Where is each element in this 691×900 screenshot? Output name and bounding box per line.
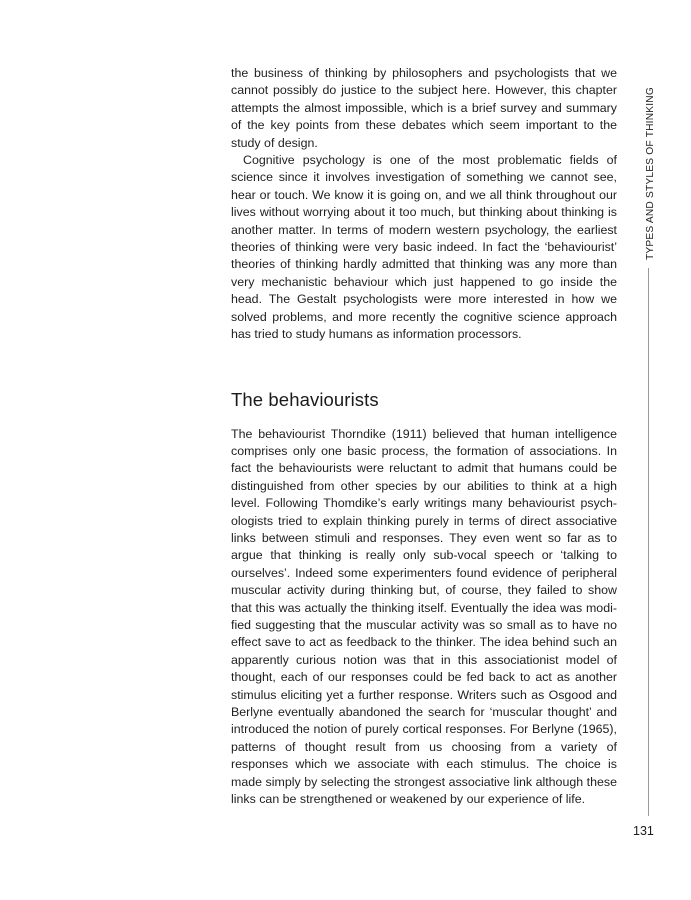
intro-paragraph-cognitive-psychology: Cognitive psychology is one of the most problematic fields of science since it involves investigation of something we cannot see, hear or touch. We know it is going on, and we all think throughout our lives without worrying about it too much, but thinking about thinking is another matter. In terms of modern western psychology, the earliest theories of thinking were very basic indeed. In fact the ‘behaviourist’ theories of thinking hardly admitted that thinking was any more than very mechanistic behaviour which just happened to go inside the head. The Gestalt psychologists were more interested in how we solved problems, and more recently the cognitive science approach has tried to study humans as information processors. [231,153,617,342]
running-head-text: TYPES AND STYLES OF THINKING [645,87,656,260]
vertical-rule [648,268,649,816]
running-head [642,70,660,260]
page-number: 131 [633,824,654,838]
section-heading: The behaviourists [231,388,379,410]
intro-paragraph-continued: the business of thinking by philosophers and psychologists that we cannot possibly do justice to the subject here. However, this chapter attempts the almost impossible, which is a brief survey and summary of the key points from these debates which seem important to the study of design. [231,66,617,150]
body-text-column [231,65,617,808]
section-paragraph: The behaviourist Thorndike (1911) believed that human intelligence comprises only one basic process, the formation of associations. In fact the behaviourists were reluctant to admit that humans could be distinguished from other species by our abilities to think at a high level. Following Thomdike’s early writings many behaviourist psychologists tried to explain thinking purely in terms of direct associative links between stimuli and responses. They even went so far as to argue that thinking is really only sub-vocal speech or ‘talking to ourselves’. Indeed some experimenters found evidence of peripheral muscular activity during thinking but, of course, they failed to show that this was actually the thinking itself. Eventually the idea was modified suggesting that the muscular activity was so small as to have no effect save to act as feedback to the thinker. The idea behind such an apparently curious notion was that in this associationist model of thought, each of our responses could be fed back to act as another stimulus eliciting yet a further response. Writers such as Osgood and Berlyne eventually abandoned the search for ‘muscular thought’ and introduced the notion of purely cortical responses. For Berlyne (1965), patterns of thought result from us choosing from a variety of responses which we associate with each stimulus. The choice is made simply by selecting the strongest associative link although these links can be strengthened or weakened by our experience of life. [231,426,617,807]
